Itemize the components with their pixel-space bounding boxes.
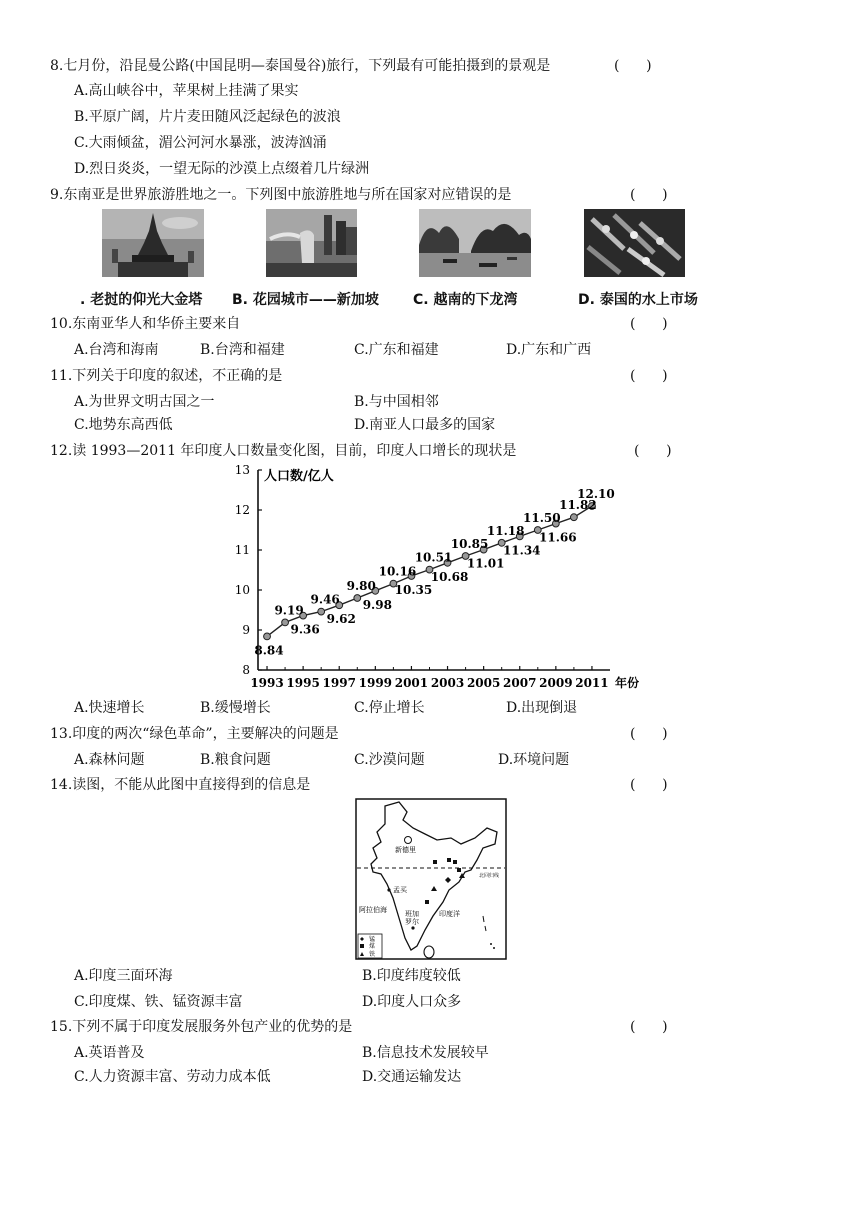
q13-option-a: A.森林问题 xyxy=(74,752,145,768)
q10-stem: 10.东南亚华人和华侨主要来自 xyxy=(50,316,241,332)
data-label: 10.35 xyxy=(394,583,433,597)
q8-option-d: D.烈日炎炎，一望无际的沙漠上点缀着几片绿洲 xyxy=(74,161,370,177)
coal-marker xyxy=(457,868,461,872)
data-point xyxy=(282,619,289,626)
indian-ocean-label: 印度洋 xyxy=(439,910,460,918)
q15-option-b: B.信息技术发展较早 xyxy=(362,1045,489,1061)
halong-bay-photo xyxy=(419,209,531,277)
india-population-chart xyxy=(222,460,642,692)
q12-option-c: C.停止增长 xyxy=(354,700,425,716)
new-delhi-label: 新德里 xyxy=(395,846,416,854)
data-label: 9.46 xyxy=(310,592,340,607)
coal-marker xyxy=(433,860,437,864)
x-tick-label: 2005 xyxy=(466,676,501,690)
x-tick-label: 1997 xyxy=(322,676,356,690)
q10-answer-bracket[interactable]: ( ) xyxy=(630,316,668,332)
q9-caption-c: C. 越南的下龙湾 xyxy=(413,292,518,308)
q11-option-a: A.为世界文明古国之一 xyxy=(74,394,215,410)
merlion-photo xyxy=(266,209,357,277)
q11-stem: 11.下列关于印度的叙述，不正确的是 xyxy=(50,368,283,384)
pagoda-photo xyxy=(102,209,204,277)
data-label: 9.19 xyxy=(274,603,304,618)
q13-answer-bracket[interactable]: ( ) xyxy=(630,726,668,742)
x-tick-label: 2009 xyxy=(539,676,573,690)
arabian-sea-label: 阿拉伯海 xyxy=(359,906,387,914)
coal-marker xyxy=(453,860,457,864)
q15-answer-bracket[interactable]: ( ) xyxy=(630,1019,668,1035)
nicobar-islands xyxy=(493,947,495,949)
y-axis-label: 人口数/亿人 xyxy=(264,469,334,484)
x-tick-label: 2011 xyxy=(575,676,609,690)
q12-stem: 12.读 1993—2011 年印度人口数量变化图，目前，印度人口增长的现状是 xyxy=(50,443,517,459)
data-point xyxy=(318,608,325,615)
q15-option-c: C.人力资源丰富、劳动力成本低 xyxy=(74,1069,271,1085)
q11-option-b: B.与中国相邻 xyxy=(354,394,439,410)
y-tick-label: 10 xyxy=(234,583,250,597)
data-label: 12.10 xyxy=(577,487,615,501)
bangalore-label-line2: 罗尔 xyxy=(405,918,419,926)
data-point xyxy=(570,514,577,521)
q11-option-d: D.南亚人口最多的国家 xyxy=(354,417,496,433)
q8-option-b: B.平原广阔，片片麦田随风泛起绿色的波浪 xyxy=(74,109,341,125)
x-tick-label: 2001 xyxy=(394,676,429,690)
q13-option-d: D.环境问题 xyxy=(498,752,570,768)
q14-stem: 14.读图，不能从此图中直接得到的信息是 xyxy=(50,777,311,793)
y-tick-label: 13 xyxy=(234,463,250,477)
data-label: 11.01 xyxy=(466,556,505,571)
data-label: 9.62 xyxy=(326,612,356,627)
x-tick-label: 1999 xyxy=(358,676,393,690)
q9-caption-a: . 老挝的仰光大金塔 xyxy=(80,292,203,308)
data-label: 10.16 xyxy=(378,564,417,579)
data-label: 11.82 xyxy=(559,498,597,513)
mumbai-marker xyxy=(387,888,390,891)
q9-stem: 9.东南亚是世界旅游胜地之一。下列图中旅游胜地与所在国家对应错误的是 xyxy=(50,187,512,203)
data-label: 9.36 xyxy=(290,622,320,637)
q14-answer-bracket[interactable]: ( ) xyxy=(630,777,668,793)
y-tick-label: 9 xyxy=(242,623,250,637)
q15-stem: 15.下列不属于印度发展服务外包产业的优势的是 xyxy=(50,1019,353,1035)
legend-coal-label: 煤 xyxy=(369,943,376,950)
nicobar-islands xyxy=(490,943,492,945)
data-label: 10.68 xyxy=(430,569,469,584)
q8-option-a: A.高山峡谷中，苹果树上挂满了果实 xyxy=(74,83,299,99)
q12-option-b: B.缓慢增长 xyxy=(200,700,271,716)
q11-option-c: C.地势东高西低 xyxy=(74,417,173,433)
data-label: 11.50 xyxy=(523,511,561,525)
x-tick-label: 2007 xyxy=(503,676,537,690)
legend-coal-symbol xyxy=(360,944,364,948)
india-resource-map xyxy=(355,798,507,960)
data-point xyxy=(264,633,271,640)
x-tick-label: 1993 xyxy=(250,676,284,690)
new-delhi-capital-marker xyxy=(405,837,412,844)
q12-answer-bracket[interactable]: ( ) xyxy=(634,443,672,459)
data-label: 8.84 xyxy=(254,643,284,658)
q9-caption-d: D. 泰国的水上市场 xyxy=(578,292,698,308)
q8-answer-bracket[interactable]: ( ) xyxy=(614,58,652,74)
q12-option-d: D.出现倒退 xyxy=(506,700,578,716)
bangalore-marker xyxy=(411,926,414,929)
legend-iron-label: 铁 xyxy=(369,951,376,958)
q11-answer-bracket[interactable]: ( ) xyxy=(630,368,668,384)
bangalore-label-line1: 班加 xyxy=(405,910,419,918)
q10-option-c: C.广东和福建 xyxy=(354,342,439,358)
coal-marker xyxy=(447,858,451,862)
x-axis-label: 年份 xyxy=(615,676,640,690)
q14-option-d: D.印度人口众多 xyxy=(362,994,462,1010)
q10-option-a: A.台湾和海南 xyxy=(74,342,159,358)
q14-option-b: B.印度纬度较低 xyxy=(362,968,461,984)
data-label: 11.34 xyxy=(502,543,541,558)
legend-manganese-label: 锰 xyxy=(369,936,376,943)
q9-answer-bracket[interactable]: ( ) xyxy=(630,187,668,203)
q8-option-c: C.大雨倾盆，湄公河河水暴涨，波涛汹涌 xyxy=(74,135,327,151)
q10-option-d: D.广东和广西 xyxy=(506,342,592,358)
data-point xyxy=(354,595,361,602)
q8-stem: 8.七月份，沿昆曼公路(中国昆明—泰国曼谷)旅行，下列最有可能拍摄到的景观是 xyxy=(50,58,551,74)
data-label: 9.80 xyxy=(346,579,376,593)
x-tick-label: 2003 xyxy=(430,676,465,690)
q15-option-a: A.英语普及 xyxy=(74,1045,145,1061)
data-label: 11.66 xyxy=(539,530,577,545)
q10-option-b: B.台湾和福建 xyxy=(200,342,285,358)
floating-market-photo xyxy=(584,209,685,277)
data-label: 11.18 xyxy=(486,523,525,538)
data-label: 10.85 xyxy=(450,537,489,551)
q13-stem: 13.印度的两次“绿色革命”，主要解决的问题是 xyxy=(50,726,339,742)
coal-marker xyxy=(425,900,429,904)
q13-option-b: B.粮食问题 xyxy=(200,752,271,768)
data-label: 10.51 xyxy=(414,550,453,565)
x-tick-label: 1995 xyxy=(286,676,320,690)
y-tick-label: 8 xyxy=(242,663,250,677)
data-label: 9.98 xyxy=(362,597,392,612)
y-tick-label: 11 xyxy=(234,543,250,557)
q12-option-a: A.快速增长 xyxy=(74,700,145,716)
tropic-label: 北回归线 xyxy=(479,873,500,879)
y-tick-label: 12 xyxy=(234,503,250,517)
q14-option-a: A.印度三面环海 xyxy=(74,968,173,984)
q15-option-d: D.交通运输发达 xyxy=(362,1069,462,1085)
q14-option-c: C.印度煤、铁、锰资源丰富 xyxy=(74,994,243,1010)
q9-caption-b: B. 花园城市——新加坡 xyxy=(232,292,379,308)
q13-option-c: C.沙漠问题 xyxy=(354,752,425,768)
mumbai-label: 孟买 xyxy=(393,886,407,894)
